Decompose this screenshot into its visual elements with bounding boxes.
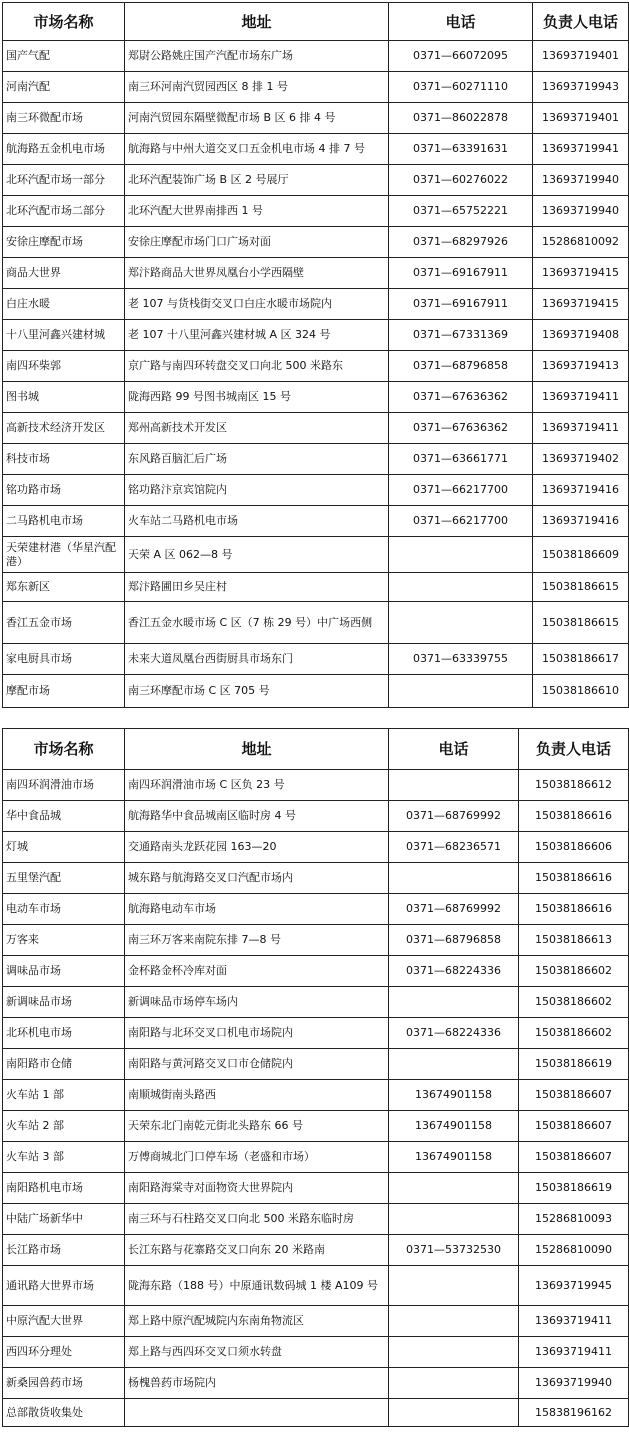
market-name-cell: 家电厨具市场 [3,644,125,675]
phone-cell: 0371—69167911 [389,258,533,289]
phone-cell: 0371—68796858 [389,925,519,956]
phone-cell: 0371—67636362 [389,382,533,413]
address-cell: 郑汴路商品大世界凤凰台小学西隔壁 [125,258,389,289]
manager-phone-cell: 15038186610 [533,675,629,708]
manager-phone-cell: 13693719416 [533,506,629,537]
table-row [3,1266,629,1306]
address-cell: 郑尉公路姚庄国产汽配市场东广场 [125,41,389,72]
address-cell: 安徐庄摩配市场门口广场对面 [125,227,389,258]
table-row [3,1080,629,1111]
market-name-cell: 灯城 [3,832,125,863]
manager-phone-cell: 13693719401 [533,41,629,72]
phone-cell [389,1368,519,1399]
phone-cell [389,1337,519,1368]
table-row [3,956,629,987]
address-cell: 南顺城街南头路西 [125,1080,389,1111]
table-row [3,644,629,675]
phone-cell: 0371—67636362 [389,413,533,444]
address-cell: 郑汴路圃田乡吴庄村 [125,573,389,602]
address-cell: 火车站二马路机电市场 [125,506,389,537]
table-row [3,506,629,537]
address-cell: 航海路电动车市场 [125,894,389,925]
address-cell: 南阳路与黄河路交叉口市仓储院内 [125,1049,389,1080]
market-name-cell: 南三环微配市场 [3,103,125,134]
manager-phone-cell: 13693719411 [533,382,629,413]
table-row [3,1399,629,1427]
header-manager-phone: 负责人电话 [533,3,629,41]
market-name-cell: 华中食品城 [3,801,125,832]
phone-cell [389,863,519,894]
address-cell: 陇海西路 99 号图书城南区 15 号 [125,382,389,413]
address-cell: 老 107 与货栈街交叉口白庄水暖市场院内 [125,289,389,320]
address-cell: 未来大道凤凰台西街厨具市场东门 [125,644,389,675]
header-address: 地址 [125,729,389,770]
manager-phone-cell: 15038186607 [519,1142,629,1173]
manager-phone-cell: 13693719940 [533,196,629,227]
address-cell: 南阳路海棠寺对面物资大世界院内 [125,1173,389,1204]
table-row [3,801,629,832]
manager-phone-cell: 15838196162 [519,1399,629,1427]
market-name-cell: 西四环分理处 [3,1337,125,1368]
table-row [3,1337,629,1368]
table-row [3,1049,629,1080]
market-name-cell: 商品大世界 [3,258,125,289]
table-row [3,602,629,644]
table-row [3,258,629,289]
header-phone: 电话 [389,729,519,770]
market-name-cell: 火车站 3 部 [3,1142,125,1173]
header-manager-phone: 负责人电话 [519,729,629,770]
manager-phone-cell: 15286810092 [533,227,629,258]
table-row [3,1142,629,1173]
phone-cell: 0371—63661771 [389,444,533,475]
header-address: 地址 [125,3,389,41]
market-name-cell: 铭功路市场 [3,475,125,506]
table-row [3,41,629,72]
phone-cell: 0371—65752221 [389,196,533,227]
address-cell: 南三环万客来南院东排 7—8 号 [125,925,389,956]
manager-phone-cell: 13693719943 [533,72,629,103]
market-name-cell: 五里堡汽配 [3,863,125,894]
phone-cell [389,1399,519,1427]
manager-phone-cell: 15038186609 [533,537,629,573]
phone-cell: 0371—67331369 [389,320,533,351]
phone-cell: 0371—68769992 [389,801,519,832]
phone-cell: 0371—66072095 [389,41,533,72]
market-name-cell: 十八里河鑫兴建材城 [3,320,125,351]
phone-cell [389,1173,519,1204]
phone-cell: 0371—68224336 [389,956,519,987]
manager-phone-cell: 15038186607 [519,1080,629,1111]
manager-phone-cell: 13693719416 [533,475,629,506]
phone-cell [389,987,519,1018]
phone-cell [389,1204,519,1235]
market-name-cell: 白庄水暖 [3,289,125,320]
table-header-row [3,3,629,41]
phone-cell: 0371—68224336 [389,1018,519,1049]
header-market-name: 市场名称 [3,729,125,770]
address-cell: 交通路南头龙跃花园 163—20 [125,832,389,863]
table-row [3,72,629,103]
manager-phone-cell: 13693719945 [519,1266,629,1306]
market-name-cell: 中陆广场新华中 [3,1204,125,1235]
table-row [3,134,629,165]
manager-phone-cell: 13693719401 [533,103,629,134]
address-cell: 香江五金水暖市场 C 区（7 栋 29 号）中广场西侧 [125,602,389,644]
market-name-cell: 香江五金市场 [3,602,125,644]
manager-phone-cell: 13693719940 [519,1368,629,1399]
phone-cell: 0371—86022878 [389,103,533,134]
manager-phone-cell: 13693719415 [533,258,629,289]
address-cell [125,1399,389,1427]
manager-phone-cell: 13693719941 [533,134,629,165]
table-row [3,863,629,894]
address-cell: 天荣东北门南乾元街北头路东 66 号 [125,1111,389,1142]
manager-phone-cell: 13693719940 [533,165,629,196]
address-cell: 新调味品市场停车场内 [125,987,389,1018]
phone-cell [389,675,533,708]
manager-phone-cell: 15286810093 [519,1204,629,1235]
table-row [3,894,629,925]
market-name-cell: 南阳路机电市场 [3,1173,125,1204]
market-name-cell: 通讯路大世界市场 [3,1266,125,1306]
phone-cell [389,537,533,573]
table-row [3,675,629,708]
market-name-cell: 南阳路市仓储 [3,1049,125,1080]
table-row [3,832,629,863]
address-cell: 陇海东路（188 号）中原通讯数码城 1 楼 A109 号 [125,1266,389,1306]
phone-cell [389,573,533,602]
manager-phone-cell: 15038186616 [519,863,629,894]
market-name-cell: 调味品市场 [3,956,125,987]
manager-phone-cell: 15038186613 [519,925,629,956]
manager-phone-cell: 15038186616 [519,801,629,832]
table-row [3,770,629,801]
manager-phone-cell: 15038186616 [519,894,629,925]
address-cell: 南三环与石柱路交叉口向北 500 米路东临时房 [125,1204,389,1235]
manager-phone-cell: 13693719402 [533,444,629,475]
phone-cell: 0371—63339755 [389,644,533,675]
address-cell: 航海路华中食品城南区临时房 4 号 [125,801,389,832]
market-name-cell: 南四环柴郭 [3,351,125,382]
table-row [3,1235,629,1266]
phone-cell [389,1306,519,1337]
market-name-cell: 南四环润滑油市场 [3,770,125,801]
market-name-cell: 天荣建材港（华星汽配港） [3,537,125,573]
table-row [3,227,629,258]
phone-cell: 13674901158 [389,1142,519,1173]
address-cell: 航海路与中州大道交叉口五金机电市场 4 排 7 号 [125,134,389,165]
address-cell: 南阳路与北环交叉口机电市场院内 [125,1018,389,1049]
address-cell: 城东路与航海路交叉口汽配市场内 [125,863,389,894]
manager-phone-cell: 13693719411 [533,413,629,444]
table-row [3,351,629,382]
manager-phone-cell: 13693719415 [533,289,629,320]
address-cell: 北环汽配装饰广场 B 区 2 号展厅 [125,165,389,196]
address-cell: 南三环摩配市场 C 区 705 号 [125,675,389,708]
market-name-cell: 高新技术经济开发区 [3,413,125,444]
market-name-cell: 万客来 [3,925,125,956]
address-cell: 金杯路金杯冷库对面 [125,956,389,987]
manager-phone-cell: 15038186615 [533,573,629,602]
market-table-2 [2,728,629,1427]
market-name-cell: 摩配市场 [3,675,125,708]
phone-cell: 0371—60276022 [389,165,533,196]
manager-phone-cell: 13693719411 [519,1337,629,1368]
address-cell: 天荣 A 区 062—8 号 [125,537,389,573]
manager-phone-cell: 15038186602 [519,1018,629,1049]
manager-phone-cell: 15038186606 [519,832,629,863]
table-row [3,573,629,602]
phone-cell: 0371—53732530 [389,1235,519,1266]
manager-phone-cell: 15038186602 [519,987,629,1018]
manager-phone-cell: 15038186619 [519,1049,629,1080]
market-name-cell: 国产气配 [3,41,125,72]
table-row [3,413,629,444]
market-name-cell: 火车站 1 部 [3,1080,125,1111]
manager-phone-cell: 13693719408 [533,320,629,351]
table-row [3,196,629,227]
manager-phone-cell: 15286810090 [519,1235,629,1266]
manager-phone-cell: 15038186602 [519,956,629,987]
market-name-cell: 安徐庄摩配市场 [3,227,125,258]
address-cell: 东风路百脑汇后广场 [125,444,389,475]
phone-cell: 13674901158 [389,1111,519,1142]
table-row [3,103,629,134]
address-cell: 万傅商城北门口停车场（老盛和市场） [125,1142,389,1173]
address-cell: 河南汽贸园东隔壁微配市场 B 区 6 排 4 号 [125,103,389,134]
table-row [3,1018,629,1049]
address-cell: 杨槐兽药市场院内 [125,1368,389,1399]
phone-cell: 0371—63391631 [389,134,533,165]
market-name-cell: 电动车市场 [3,894,125,925]
market-name-cell: 科技市场 [3,444,125,475]
market-name-cell: 新桑园兽药市场 [3,1368,125,1399]
header-phone: 电话 [389,3,533,41]
market-name-cell: 长江路市场 [3,1235,125,1266]
address-cell: 南四环润滑油市场 C 区负 23 号 [125,770,389,801]
market-name-cell: 图书城 [3,382,125,413]
table-header-row [3,729,629,770]
address-cell: 铭功路汴京宾馆院内 [125,475,389,506]
manager-phone-cell: 15038186619 [519,1173,629,1204]
table-row [3,987,629,1018]
header-market-name: 市场名称 [3,3,125,41]
phone-cell [389,770,519,801]
manager-phone-cell: 13693719411 [519,1306,629,1337]
address-cell: 郑上路中原汽配城院内东南角物流区 [125,1306,389,1337]
phone-cell: 13674901158 [389,1080,519,1111]
phone-cell [389,1266,519,1306]
phone-cell: 0371—60271110 [389,72,533,103]
market-name-cell: 火车站 2 部 [3,1111,125,1142]
market-name-cell: 二马路机电市场 [3,506,125,537]
market-name-cell: 总部散货收集处 [3,1399,125,1427]
table-row [3,382,629,413]
table-row [3,537,629,573]
table-row [3,1173,629,1204]
table-row [3,1204,629,1235]
phone-cell: 0371—66217700 [389,506,533,537]
phone-cell [389,1049,519,1080]
table-row [3,925,629,956]
phone-cell [389,602,533,644]
phone-cell: 0371—68796858 [389,351,533,382]
phone-cell: 0371—68236571 [389,832,519,863]
table-row [3,289,629,320]
phone-cell: 0371—66217700 [389,475,533,506]
table-row [3,320,629,351]
address-cell: 郑上路与西四环交叉口须水转盘 [125,1337,389,1368]
manager-phone-cell: 15038186615 [533,602,629,644]
address-cell: 南三环河南汽贸园西区 8 排 1 号 [125,72,389,103]
phone-cell: 0371—68297926 [389,227,533,258]
market-name-cell: 河南汽配 [3,72,125,103]
address-cell: 郑州高新技术开发区 [125,413,389,444]
table-row [3,1368,629,1399]
phone-cell: 0371—68769992 [389,894,519,925]
address-cell: 长江东路与花寨路交叉口向东 20 米路南 [125,1235,389,1266]
manager-phone-cell: 15038186612 [519,770,629,801]
manager-phone-cell: 13693719413 [533,351,629,382]
market-name-cell: 中原汽配大世界 [3,1306,125,1337]
manager-phone-cell: 15038186607 [519,1111,629,1142]
phone-cell: 0371—69167911 [389,289,533,320]
manager-phone-cell: 15038186617 [533,644,629,675]
table-row [3,1306,629,1337]
table-row [3,1111,629,1142]
market-name-cell: 北环汽配市场二部分 [3,196,125,227]
table-row [3,444,629,475]
market-name-cell: 航海路五金机电市场 [3,134,125,165]
table-row [3,475,629,506]
market-name-cell: 郑东新区 [3,573,125,602]
address-cell: 京广路与南四环转盘交叉口向北 500 米路东 [125,351,389,382]
address-cell: 老 107 十八里河鑫兴建材城 A 区 324 号 [125,320,389,351]
market-name-cell: 北环机电市场 [3,1018,125,1049]
address-cell: 北环汽配大世界南排西 1 号 [125,196,389,227]
table-row [3,165,629,196]
market-name-cell: 北环汽配市场一部分 [3,165,125,196]
market-name-cell: 新调味品市场 [3,987,125,1018]
market-table-1 [2,2,629,708]
